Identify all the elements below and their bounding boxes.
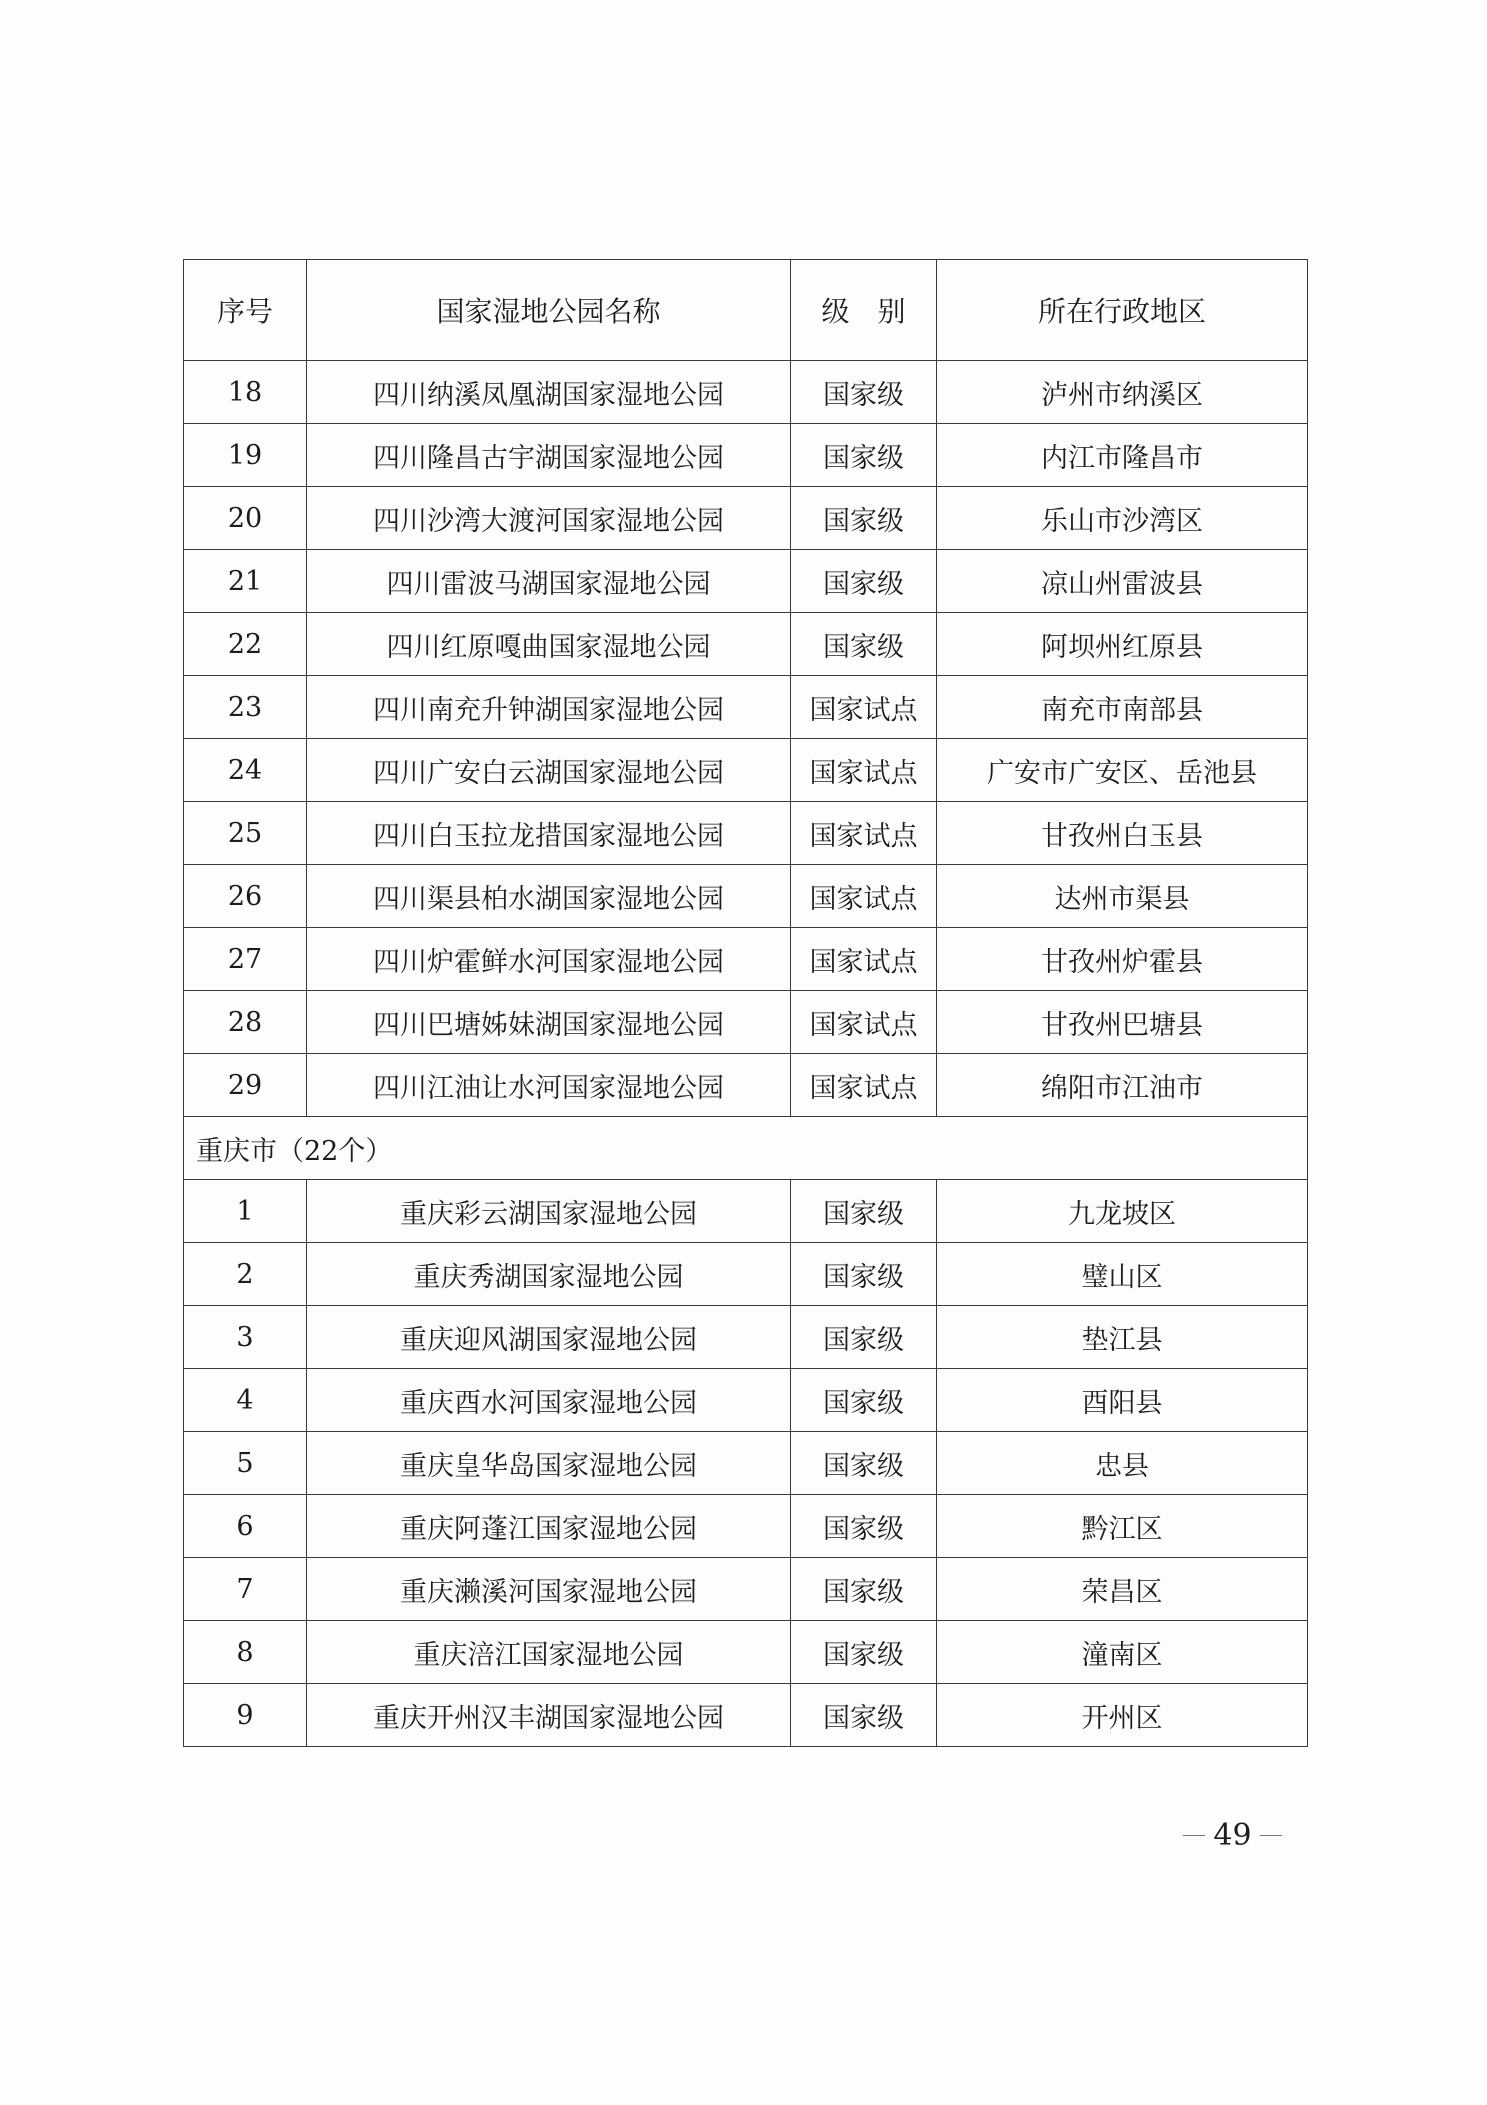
- cell-region: 璧山区: [937, 1243, 1308, 1306]
- cell-level: 国家级: [791, 1306, 937, 1369]
- cell-number: 21: [184, 550, 307, 613]
- cell-number: 5: [184, 1432, 307, 1495]
- table-row: [184, 1558, 1308, 1621]
- cell-level: 国家试点: [791, 991, 937, 1054]
- cell-park-name: 重庆酉水河国家湿地公园: [307, 1369, 791, 1432]
- table-row: [184, 424, 1308, 487]
- cell-region: 潼南区: [937, 1621, 1308, 1684]
- cell-number: 4: [184, 1369, 307, 1432]
- cell-number: 2: [184, 1243, 307, 1306]
- cell-park-name: 四川隆昌古宇湖国家湿地公园: [307, 424, 791, 487]
- cell-number: 29: [184, 1054, 307, 1117]
- cell-level: 国家试点: [791, 928, 937, 991]
- cell-number: 8: [184, 1621, 307, 1684]
- cell-region: 开州区: [937, 1684, 1308, 1747]
- cell-level: 国家级: [791, 613, 937, 676]
- cell-region: 凉山州雷波县: [937, 550, 1308, 613]
- table-row: [184, 1495, 1308, 1558]
- cell-level: 国家级: [791, 1684, 937, 1747]
- cell-number: 3: [184, 1306, 307, 1369]
- cell-park-name: 重庆涪江国家湿地公园: [307, 1621, 791, 1684]
- cell-level: 国家级: [791, 550, 937, 613]
- cell-park-name: 重庆秀湖国家湿地公园: [307, 1243, 791, 1306]
- cell-region: 乐山市沙湾区: [937, 487, 1308, 550]
- table-row: [184, 550, 1308, 613]
- cell-level: 国家级: [791, 1558, 937, 1621]
- table-row: [184, 802, 1308, 865]
- cell-number: 7: [184, 1558, 307, 1621]
- page-number-dash-left: [1183, 1835, 1205, 1836]
- cell-park-name: 四川白玉拉龙措国家湿地公园: [307, 802, 791, 865]
- cell-level: 国家级: [791, 361, 937, 424]
- table-row: [184, 1054, 1308, 1117]
- cell-number: 19: [184, 424, 307, 487]
- cell-number: 20: [184, 487, 307, 550]
- table-row: [184, 1180, 1308, 1243]
- cell-region: 阿坝州红原县: [937, 613, 1308, 676]
- cell-level: 国家级: [791, 1180, 937, 1243]
- cell-number: 6: [184, 1495, 307, 1558]
- cell-level: 国家级: [791, 424, 937, 487]
- table-row: [184, 1621, 1308, 1684]
- cell-region: 甘孜州巴塘县: [937, 991, 1308, 1054]
- cell-region: 荣昌区: [937, 1558, 1308, 1621]
- cell-park-name: 四川江油让水河国家湿地公园: [307, 1054, 791, 1117]
- cell-park-name: 四川巴塘姊妹湖国家湿地公园: [307, 991, 791, 1054]
- table-row: [184, 1684, 1308, 1747]
- page-number: [1175, 1815, 1290, 1855]
- table-row: [184, 928, 1308, 991]
- cell-park-name: 四川红原嘎曲国家湿地公园: [307, 613, 791, 676]
- cell-park-name: 重庆濑溪河国家湿地公园: [307, 1558, 791, 1621]
- cell-number: 23: [184, 676, 307, 739]
- cell-park-name: 重庆开州汉丰湖国家湿地公园: [307, 1684, 791, 1747]
- header-number: 序号: [184, 260, 307, 361]
- section-label-chongqing: 重庆市（22个）: [184, 1117, 1308, 1180]
- table-row: [184, 1306, 1308, 1369]
- cell-park-name: 重庆阿蓬江国家湿地公园: [307, 1495, 791, 1558]
- cell-level: 国家级: [791, 487, 937, 550]
- table-body: [184, 361, 1308, 1747]
- cell-number: 27: [184, 928, 307, 991]
- cell-region: 甘孜州炉霍县: [937, 928, 1308, 991]
- cell-region: 内江市隆昌市: [937, 424, 1308, 487]
- header-park-name: 国家湿地公园名称: [307, 260, 791, 361]
- page-number-value: 49: [1213, 1817, 1252, 1853]
- table-row: [184, 1432, 1308, 1495]
- cell-region: 达州市渠县: [937, 865, 1308, 928]
- cell-number: 18: [184, 361, 307, 424]
- table-header: [184, 260, 1308, 361]
- wetland-parks-table: [183, 259, 1308, 1747]
- cell-number: 9: [184, 1684, 307, 1747]
- cell-level: 国家级: [791, 1621, 937, 1684]
- cell-level: 国家级: [791, 1243, 937, 1306]
- table-row: [184, 361, 1308, 424]
- cell-number: 1: [184, 1180, 307, 1243]
- cell-level: 国家试点: [791, 739, 937, 802]
- cell-park-name: 四川渠县柏水湖国家湿地公园: [307, 865, 791, 928]
- cell-level: 国家试点: [791, 676, 937, 739]
- table-row: [184, 676, 1308, 739]
- cell-region: 南充市南部县: [937, 676, 1308, 739]
- cell-park-name: 四川广安白云湖国家湿地公园: [307, 739, 791, 802]
- section-row-chongqing: [184, 1117, 1308, 1180]
- table-row: [184, 1369, 1308, 1432]
- cell-park-name: 四川沙湾大渡河国家湿地公园: [307, 487, 791, 550]
- cell-number: 26: [184, 865, 307, 928]
- cell-region: 绵阳市江油市: [937, 1054, 1308, 1117]
- table-row: [184, 487, 1308, 550]
- cell-number: 25: [184, 802, 307, 865]
- cell-region: 九龙坡区: [937, 1180, 1308, 1243]
- table-row: [184, 865, 1308, 928]
- cell-level: 国家试点: [791, 1054, 937, 1117]
- cell-region: 甘孜州白玉县: [937, 802, 1308, 865]
- cell-region: 酉阳县: [937, 1369, 1308, 1432]
- cell-level: 国家级: [791, 1369, 937, 1432]
- cell-park-name: 四川纳溪凤凰湖国家湿地公园: [307, 361, 791, 424]
- cell-region: 广安市广安区、岳池县: [937, 739, 1308, 802]
- header-row: [184, 260, 1308, 361]
- table-row: [184, 739, 1308, 802]
- table-row: [184, 991, 1308, 1054]
- cell-region: 垫江县: [937, 1306, 1308, 1369]
- cell-region: 黔江区: [937, 1495, 1308, 1558]
- cell-park-name: 四川南充升钟湖国家湿地公园: [307, 676, 791, 739]
- cell-park-name: 重庆彩云湖国家湿地公园: [307, 1180, 791, 1243]
- cell-level: 国家试点: [791, 865, 937, 928]
- cell-level: 国家级: [791, 1432, 937, 1495]
- table-row: [184, 1243, 1308, 1306]
- table-row: [184, 613, 1308, 676]
- cell-number: 24: [184, 739, 307, 802]
- cell-park-name: 四川炉霍鲜水河国家湿地公园: [307, 928, 791, 991]
- cell-park-name: 重庆迎风湖国家湿地公园: [307, 1306, 791, 1369]
- cell-level: 国家试点: [791, 802, 937, 865]
- header-region: 所在行政地区: [937, 260, 1308, 361]
- cell-region: 泸州市纳溪区: [937, 361, 1308, 424]
- cell-region: 忠县: [937, 1432, 1308, 1495]
- cell-park-name: 四川雷波马湖国家湿地公园: [307, 550, 791, 613]
- cell-number: 22: [184, 613, 307, 676]
- cell-level: 国家级: [791, 1495, 937, 1558]
- cell-number: 28: [184, 991, 307, 1054]
- page-number-dash-right: [1260, 1835, 1282, 1836]
- cell-park-name: 重庆皇华岛国家湿地公园: [307, 1432, 791, 1495]
- header-level: 级 别: [791, 260, 937, 361]
